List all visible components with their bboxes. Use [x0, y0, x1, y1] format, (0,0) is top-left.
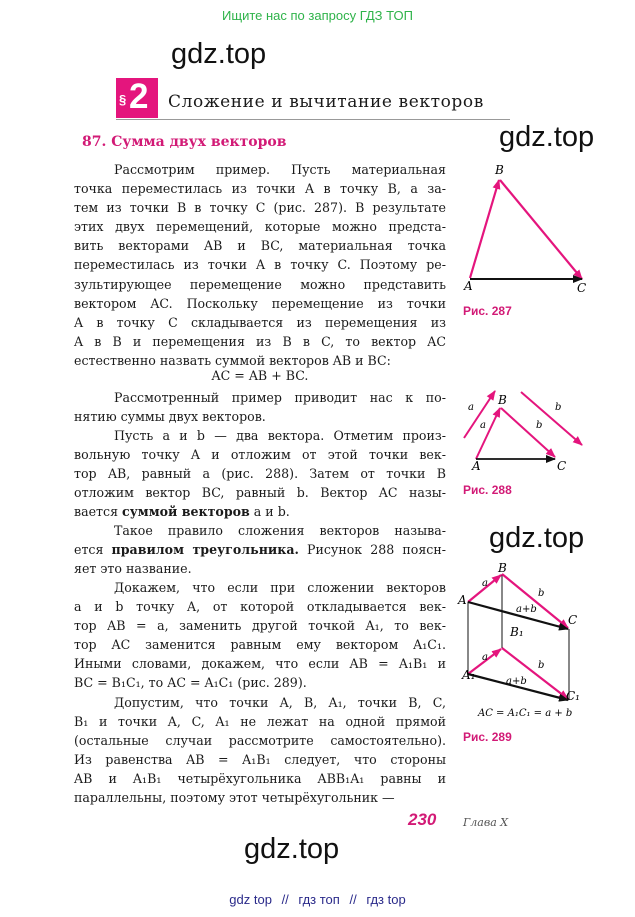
text-line: естественно назвать суммой векторов AB и BC:: [74, 352, 391, 368]
point-a1-label: A₁: [462, 668, 476, 682]
point-b-label: B: [495, 163, 504, 177]
text-line: вольную точку A и отложим от этой точки век-: [74, 447, 446, 463]
bottom-links: [0, 892, 635, 907]
text-line: A в B и перемещения из B в C, то вектор AC: [74, 333, 446, 349]
vector-sum-label: a+b: [516, 604, 537, 615]
top-banner[interactable]: Ищите нас по запросу ГДЗ ТОП: [222, 8, 413, 23]
link-gdz-top-mixed[interactable]: гдз top: [366, 892, 406, 907]
formula-1: AC = AB + BC.: [211, 368, 309, 383]
link-gdz-top[interactable]: gdz top: [229, 892, 272, 907]
watermark-2: gdz.top: [499, 121, 595, 153]
free-vector-b: [521, 392, 582, 445]
text-line: Пусть a и b — два вектора. Отметим произ-: [114, 428, 446, 443]
point-a-label: A: [472, 459, 481, 473]
caption-288: Рис. 288: [463, 483, 512, 497]
text-line: нятию суммы двух векторов.: [74, 409, 266, 425]
text-line: яет это название.: [74, 561, 192, 577]
figure-289: [456, 560, 586, 722]
text-line: B₁ и точки A, C, A₁ не лежат на одной прямой: [74, 714, 446, 730]
page-number: 230: [408, 810, 437, 829]
text-line: точка переместилась из точки A в точку B, а за-: [74, 181, 446, 197]
vector-sum-label-lower: a+b: [506, 676, 527, 687]
paragraph-1: [74, 160, 446, 370]
text-run: вается: [74, 504, 123, 520]
point-b1-label: B₁: [510, 625, 524, 639]
text-line: Докажем, что если при сложении векторов: [114, 580, 446, 595]
paragraph-5: [74, 578, 446, 693]
vector-a-label: a: [468, 402, 474, 413]
text-line: [74, 502, 446, 521]
text-line: вектором AC. Поскольку перемещение из точки: [74, 295, 446, 311]
term-sum-of-vectors: суммой векторов: [122, 504, 250, 520]
vector-a-label: a: [482, 578, 488, 589]
text-line: зультирующее перемещение можно представить: [74, 276, 446, 292]
section-sign: §: [119, 92, 127, 107]
text-line: Рассмотрим пример. Пусть материальная: [114, 162, 446, 177]
watermark-3: gdz.top: [489, 522, 585, 554]
link-gdz-top-ru[interactable]: гдз топ: [298, 892, 340, 907]
text-line: a и b точку A, от которой откладывается век-: [74, 599, 446, 615]
text-line: тор AC заменится равным ему вектором A₁C₁.: [74, 637, 446, 653]
vector-b-label: b: [538, 588, 545, 599]
vector-a-label-lower: a: [482, 652, 488, 663]
point-c-label: C: [557, 459, 567, 473]
paragraph-6: [74, 693, 446, 808]
vector-b-label: b: [555, 402, 562, 413]
link-separator: //: [349, 892, 357, 907]
caption-287: Рис. 287: [463, 304, 512, 318]
text-line: тем из точки B в точку C (рис. 287). В результате: [74, 200, 446, 216]
text-line: BC = B₁C₁, то AC = A₁C₁ (рис. 289).: [74, 675, 307, 691]
text-line: [74, 540, 446, 559]
section-number: 2: [129, 77, 149, 116]
paragraph-3: [74, 426, 446, 521]
point-b-label: B: [498, 393, 507, 407]
text-line: вить векторами AB и BC, материальная точка: [74, 238, 446, 254]
point-a-label: A: [458, 593, 467, 607]
text-line: тор AB = a, заменить другой точкой A₁, то век-: [74, 618, 446, 634]
text-line: Допустим, что точки A, B, A₁, точки B, C,: [114, 695, 446, 710]
point-c-label: C: [577, 281, 587, 295]
vector-ab-label: a: [480, 420, 486, 431]
watermark-1: gdz.top: [171, 38, 267, 70]
text-line: параллельны, поэтому этот четырёхугольник —: [74, 790, 395, 806]
text-line: (остальные случаи рассмотрите самостоятельно).: [74, 733, 446, 749]
text-line: AB и A₁B₁ четырёхугольника ABB₁A₁ равны и: [74, 771, 446, 787]
text-line: Иными словами, докажем, что если AB = A₁B₁ и: [74, 656, 446, 672]
text-run: Рисунок 288 поясн-: [298, 542, 446, 558]
vector-ab: [470, 180, 499, 278]
text-line: Такое правило сложения векторов называ-: [114, 523, 446, 538]
text-line: этих двух перемещений, которые можно предста-: [74, 219, 446, 235]
point-c-label: C: [568, 613, 578, 627]
text-line: Рассмотренный пример приводит нас к по-: [114, 390, 446, 405]
paragraph-4: [74, 521, 446, 578]
section-title: Сложение и вычитание векторов: [168, 92, 484, 112]
link-separator: //: [281, 892, 289, 907]
vector-bc: [500, 180, 582, 279]
caption-289: Рис. 289: [463, 730, 512, 744]
text-line: Из равенства AB = A₁B₁ следует, что стороны: [74, 752, 446, 768]
subsection-heading: 87. Сумма двух векторов: [82, 134, 287, 150]
paragraph-2: [74, 388, 446, 426]
text-line: A в точку C складывается из перемещения из: [74, 314, 446, 330]
point-c1-label: C₁: [566, 689, 580, 703]
point-a-label: A: [464, 279, 473, 293]
vector-bc-label: b: [536, 420, 543, 431]
text-line: отложим вектор BC, равный b. Вектор AC назы-: [74, 485, 446, 501]
text-run: a и b.: [249, 504, 290, 520]
chapter-name: Глава X: [463, 816, 509, 829]
section-divider: [116, 119, 510, 120]
figure-287: [458, 160, 598, 300]
point-b-label: B: [498, 561, 507, 575]
section-badge: [116, 78, 158, 118]
term-triangle-rule: правилом треугольника.: [111, 542, 299, 558]
text-line: тор AB, равный a (рис. 288). Затем от точки B: [74, 466, 446, 482]
watermark-4: gdz.top: [244, 833, 340, 865]
text-line: переместилась из точки A в точку C. Поэтому ре-: [74, 257, 446, 273]
figure-288: [458, 388, 598, 478]
figure-289-formula: AC = A₁C₁ = a + b: [478, 708, 573, 719]
text-run: ется: [74, 542, 112, 558]
vector-b-label-lower: b: [538, 660, 545, 671]
